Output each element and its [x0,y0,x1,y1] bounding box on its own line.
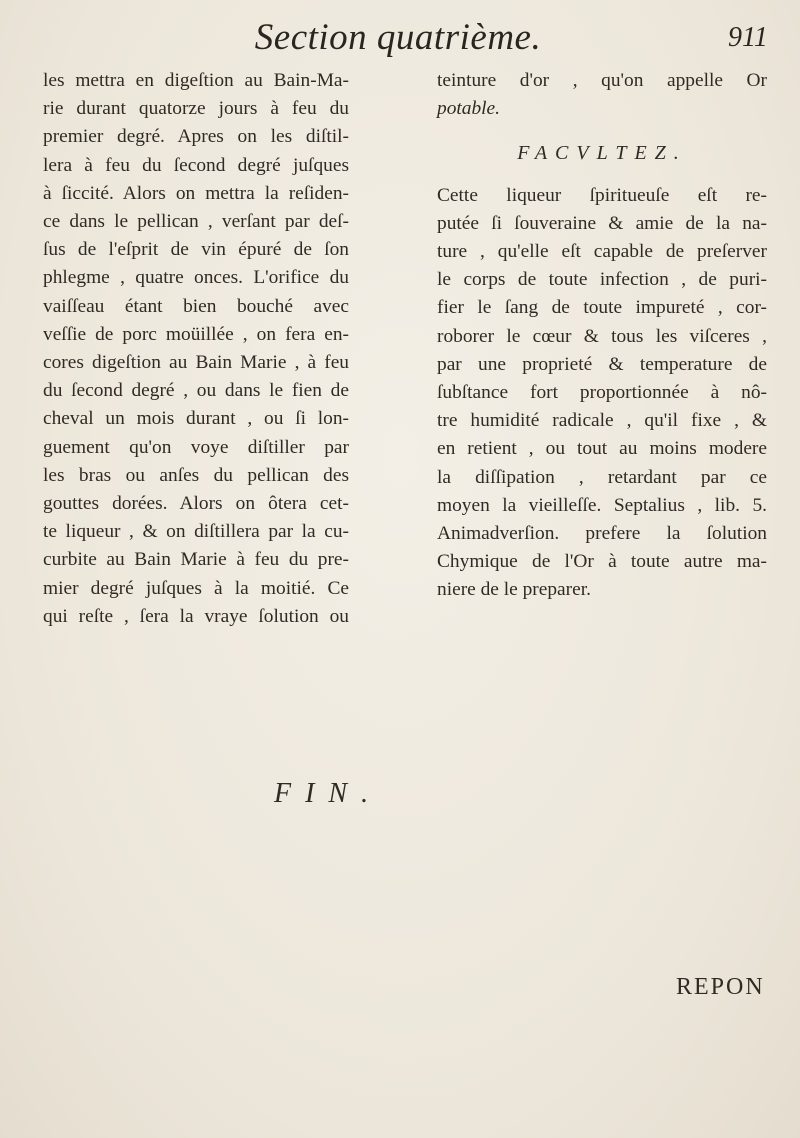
right-column [437,67,767,605]
text-line: teinture d'or , qu'on appelle Or [437,70,767,91]
text-line: la diſſipation , retardant par ce [437,466,767,488]
facultez-body [437,182,767,605]
text-line: mier degré juſques à la moitié. Ce [43,577,349,599]
text-line: roborer le cœur & tous les viſceres , [437,325,767,347]
text-line: qui reſte , ſera la vraye ſolution ou [43,605,349,627]
text-line: curbite au Bain Marie à feu du pre- [43,549,349,571]
text-line: Animadverſion. prefere la ſolution [437,523,767,545]
text-line: le corps de toute infection , de puri- [437,269,767,291]
text-line: en retient , ou tout au moins modere [437,438,767,460]
text-line: Cette liqueur ſpiritueuſe eſt re- [437,184,767,206]
text-line: fier le ſang de toute impureté , cor- [437,297,767,319]
finis-mark: FIN. [274,778,383,809]
page-number: 911 [728,22,768,53]
text-line: ce dans le pellican , verſant par deſ- [43,211,349,233]
text-line: ſus de l'eſprit de vin épuré de ſon [43,239,349,261]
facultez-heading: FACVLTEZ. [517,142,687,165]
section-title: Section quatrième. [254,17,542,58]
left-column [43,67,349,631]
text-line: premier degré. Apres on les diſtil- [43,126,349,148]
text-line: Chymique de l'Or à toute autre ma- [437,551,767,573]
text-line: putée ſi ſouveraine & amie de la na- [437,212,767,234]
text-line: te liqueur , & on diſtillera par la cu- [43,521,349,543]
text-line: ſubſtance fort proportionnée à nô- [437,382,767,404]
text-line: du ſecond degré , ou dans le fien de [43,380,349,402]
text-line: gouttes dorées. Alors on ôtera cet- [43,493,349,515]
running-header [0,12,800,62]
text-line: à ſiccité. Alors on mettra la reſiden- [43,182,349,204]
text-line: tre humidité radicale , qu'il fixe , & [437,410,767,432]
text-line: lera à feu du ſecond degré juſques [43,154,349,176]
text-line: par une proprieté & temperature de [437,353,767,375]
text-line: vaiſſeau étant bien bouché avec [43,295,349,317]
catchword: REPON [676,974,765,1000]
text-line: guement qu'on voye diſtiller par [43,436,349,458]
text-line: rie durant quatorze jours à feu du [43,98,349,120]
text-line: les mettra en digeſtion au Bain-Ma- [43,70,349,91]
text-line: niere de le preparer. [437,579,591,601]
text-line: phlegme , quatre onces. L'orifice du [43,267,349,289]
text-line: cheval un mois durant , ou ſi lon- [43,408,349,430]
text-line: ture , qu'elle eſt capable de preſerver [437,241,767,263]
text-line: moyen la vieilleſſe. Septalius , lib. 5. [437,494,767,516]
text-line: veſſie de porc moüillée , on fera en- [43,323,349,345]
text-line: cores digeſtion au Bain Marie , à feu [43,352,349,374]
text-line: potable. [437,98,501,120]
text-line: les bras ou anſes du pellican des [43,464,349,486]
